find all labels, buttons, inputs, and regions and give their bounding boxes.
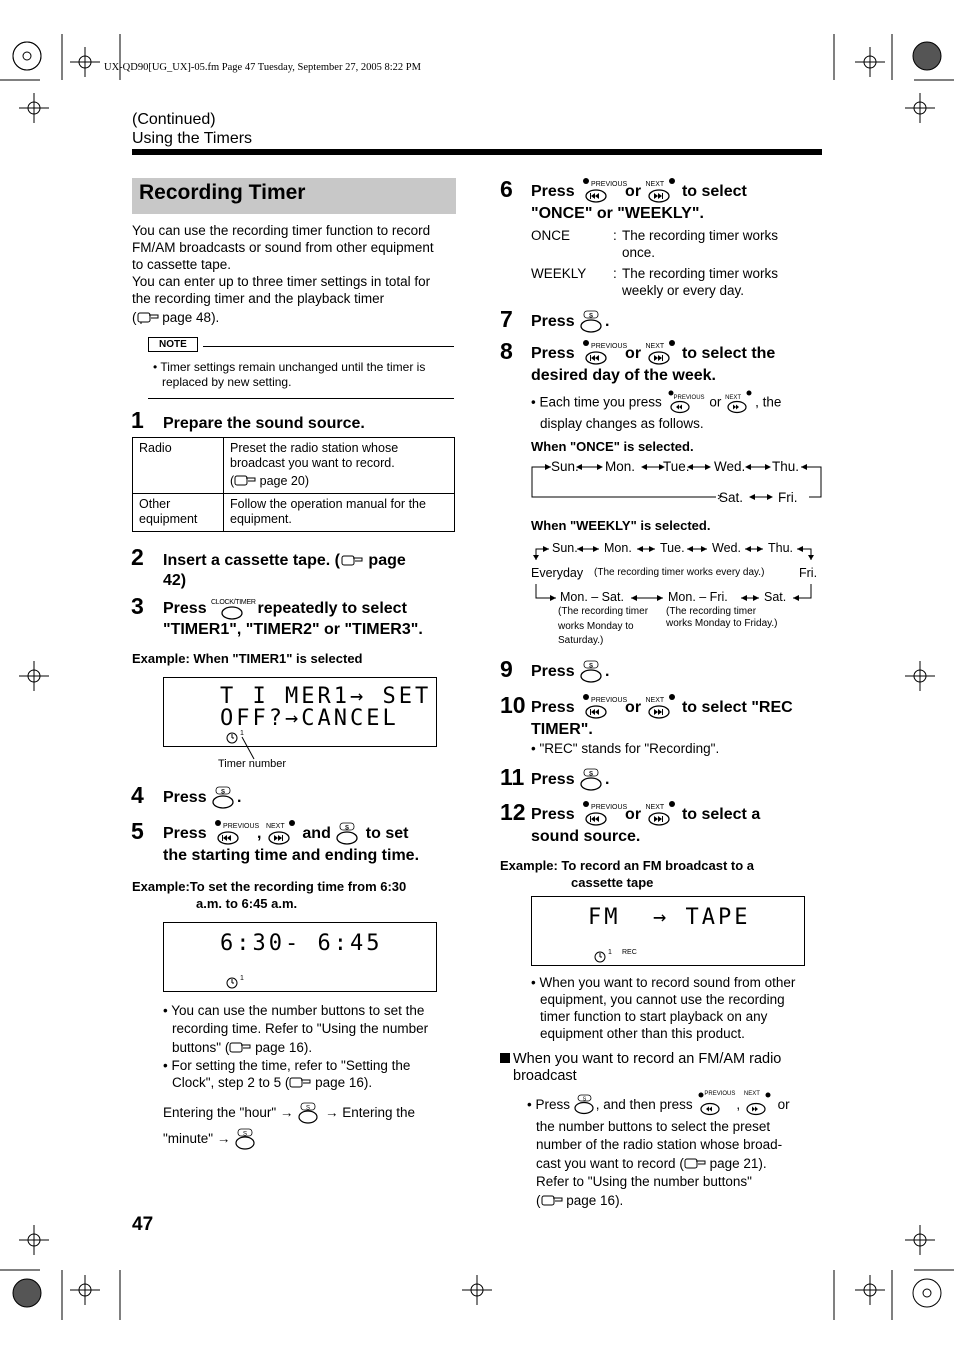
next-label: NEXT <box>725 395 742 401</box>
step-number: 5 <box>131 818 144 844</box>
cell-line: Follow the operation manual for the <box>230 497 426 511</box>
definition-item <box>531 266 831 299</box>
fmam-text: cast you want to record ( <box>536 1156 684 1171</box>
comma: , <box>257 825 262 843</box>
step-title-text: "TIMER1", "TIMER2" or "TIMER3". <box>163 621 423 638</box>
lcd-display-timer1 <box>163 677 437 747</box>
previous-label: PREVIOUS <box>591 697 628 704</box>
sunburst-mark-tl <box>13 42 41 70</box>
step-title-text: sound source. <box>531 828 641 845</box>
bullet-line <box>163 1074 463 1092</box>
header-rule <box>132 149 822 155</box>
cell-line: equipment. <box>230 512 292 526</box>
timer-number: 1 <box>240 975 244 982</box>
table-cell <box>224 438 455 494</box>
lcd-caption: Timer number <box>218 758 287 770</box>
step-number: 6 <box>500 176 513 202</box>
clock-timer-button[interactable] <box>211 598 256 620</box>
step-number: 3 <box>131 593 144 619</box>
reference-hand-icon <box>137 310 159 324</box>
set-button[interactable] <box>574 1094 596 1116</box>
note-label: NOTE <box>148 337 198 352</box>
set-button[interactable] <box>234 1128 258 1150</box>
example-line: Example:To set the recording time from 6:30 <box>132 879 407 894</box>
example-label <box>500 857 754 891</box>
timer-clock-icon <box>594 951 606 963</box>
desc-line: weekly or every day. <box>622 282 745 298</box>
fmam-line: number of the radio station whose broad- <box>536 1136 783 1152</box>
note-top-rule <box>203 346 454 347</box>
running-header <box>132 110 252 148</box>
step-title-text: "ONCE" or "WEEKLY". <box>531 205 704 222</box>
entering-text: → Entering the <box>324 1105 415 1120</box>
fmam-heading-line <box>500 1051 781 1068</box>
step-number: 9 <box>500 656 513 682</box>
fmam-ref: page 16). <box>566 1193 624 1208</box>
bullet-text: buttons" ( <box>172 1040 230 1055</box>
bullet-line: equipment, you cannot use the recording <box>540 992 785 1007</box>
fmam-text: • Press <box>527 1097 570 1112</box>
set-button-icon <box>579 768 605 792</box>
desc-line: The recording timer works <box>622 228 779 243</box>
once-flow-diagram <box>531 458 823 506</box>
example-line: cassette tape <box>571 875 654 890</box>
bullet-line: recording time. Refer to "Using the number <box>172 1020 429 1036</box>
fmam-line <box>527 1155 827 1173</box>
step-press: Press <box>531 806 575 824</box>
step-title <box>163 598 463 640</box>
weekly-flow-label: When "WEEKLY" is selected. <box>531 518 711 533</box>
definition-desc <box>622 228 778 261</box>
lcd-line-1: T I MER1→ SET <box>220 684 432 709</box>
heading-text: When you want to record an FM/AM radio <box>513 1051 782 1067</box>
step-number: 1 <box>131 407 144 433</box>
example-label: Example: When "TIMER1" is selected <box>132 651 363 666</box>
day-label: Sat. <box>764 590 787 604</box>
intro-line: You can use the recording timer function to record <box>132 223 431 238</box>
previous-button[interactable] <box>579 803 628 827</box>
step-end: . <box>605 313 610 331</box>
example-line: Example: To record an FM broadcast to a <box>500 858 755 873</box>
next-button[interactable] <box>646 342 678 366</box>
step-title <box>531 342 831 386</box>
step-title-text: to select "REC <box>681 699 793 717</box>
fmam-bullet <box>527 1092 827 1210</box>
definition-list <box>531 228 831 299</box>
set-button[interactable] <box>579 310 605 334</box>
day-label: Tue. <box>660 541 685 555</box>
timer-clock-icon <box>226 977 238 989</box>
intro-line: You can enter up to three timer settings in total for <box>132 274 431 289</box>
bullet-ref: page 16). <box>255 1040 313 1055</box>
day-label: Fri. <box>799 566 818 580</box>
everyday-label: Everyday <box>531 566 584 580</box>
next-button[interactable] <box>646 803 678 827</box>
previous-button[interactable] <box>696 1091 736 1116</box>
day-label: Sun. <box>551 459 579 474</box>
definition-term: WEEKLY <box>531 266 587 281</box>
table-row <box>133 494 455 532</box>
step8-bullet <box>531 392 831 434</box>
fmam-line <box>527 1192 827 1210</box>
sunburst-mark-tr <box>913 42 941 70</box>
cell-line: equipment <box>139 512 198 526</box>
bullet-line: equipment other than this product. <box>540 1026 745 1041</box>
svg-text:S: S <box>306 1105 311 1112</box>
previous-button[interactable] <box>579 696 628 720</box>
sunburst-mark-br <box>913 1279 941 1307</box>
day-label: Sun. <box>552 541 578 555</box>
table-row <box>133 438 455 494</box>
step-end: . <box>605 663 610 681</box>
once-flow-label: When "ONCE" is selected. <box>531 439 694 454</box>
next-label: NEXT <box>645 804 665 811</box>
note-bottom-rule <box>148 398 454 399</box>
step-title-text: to select the <box>681 345 776 363</box>
previous-label: PREVIOUS <box>704 1091 736 1098</box>
timer-number: 1 <box>240 730 244 737</box>
previous-button[interactable] <box>579 180 628 204</box>
step-press: Press <box>531 183 575 201</box>
lcd-line: 6:30- 6:45 <box>220 931 383 956</box>
cell-line: broadcast you want to record. <box>230 456 395 470</box>
bullet-text: display changes as follows. <box>540 416 704 431</box>
reference-hand-icon <box>229 1040 251 1054</box>
step-title <box>531 696 831 740</box>
svg-text:S: S <box>589 771 594 778</box>
file-info: UX-QD90[UG_UX]-05.fm Page 47 Tuesday, September 27, 2005 8:22 PM <box>104 62 421 73</box>
next-label: NEXT <box>645 181 665 188</box>
day-label: Sat. <box>719 490 744 505</box>
entering-sequence <box>163 1100 463 1152</box>
step-title <box>531 660 610 684</box>
step-title-text: repeatedly to select <box>257 600 407 618</box>
day-label: Thu. <box>772 459 800 474</box>
entering-line <box>163 1126 463 1152</box>
set-button-icon <box>574 1094 596 1116</box>
step5-notes <box>163 1002 463 1092</box>
next-button[interactable] <box>646 696 678 720</box>
lcd-display-fm-tape <box>531 896 805 966</box>
table-cell <box>133 494 224 532</box>
section-label: Using the Timers <box>132 130 253 147</box>
set-button[interactable] <box>335 822 361 846</box>
bullet-text: , the <box>755 394 782 410</box>
definition-desc <box>622 266 778 299</box>
fmam-line <box>527 1092 827 1118</box>
svg-text:S: S <box>589 313 594 320</box>
timer-clock-icon <box>226 732 238 744</box>
bullet-line: timer function to start playback on any <box>540 1009 768 1024</box>
intro-line: the recording timer and the playback timer <box>132 291 385 306</box>
intro-line: ( page 48). <box>132 310 220 325</box>
cell-line: Other <box>139 497 171 511</box>
table-cell <box>224 494 455 532</box>
set-button-icon <box>297 1102 321 1124</box>
day-label: Wed. <box>712 541 741 555</box>
or: or <box>625 699 642 717</box>
day-label: Tue. <box>663 459 690 474</box>
set-button-icon <box>579 660 605 684</box>
step-press: Press <box>531 663 575 681</box>
reference-hand-icon <box>234 473 256 487</box>
step-press: Press <box>531 313 575 331</box>
square-bullet-icon <box>500 1053 510 1063</box>
svg-text:S: S <box>589 663 594 670</box>
section-title: Recording Timer <box>132 178 456 214</box>
step-number: 4 <box>131 782 144 808</box>
svg-text:S: S <box>345 825 350 832</box>
next-label: NEXT <box>265 823 285 830</box>
step-title <box>531 180 831 224</box>
previous-label: PREVIOUS <box>591 181 628 188</box>
sunburst-mark-bl <box>13 1279 41 1307</box>
step-title-text: 42) <box>163 572 187 589</box>
or: or <box>625 806 642 824</box>
step-title <box>531 803 831 847</box>
fmam-line: the number buttons to select the preset <box>536 1119 771 1134</box>
next-button[interactable] <box>743 1091 774 1116</box>
step-title-text: the starting time and ending time. <box>163 847 420 864</box>
step-title <box>163 786 242 810</box>
intro-ref: page 48). <box>162 310 220 325</box>
set-button[interactable] <box>579 768 605 792</box>
note-line: works Monday to <box>558 620 634 632</box>
bullet-line <box>163 1039 463 1057</box>
sound-source-table <box>132 437 455 532</box>
reference-hand-icon <box>289 1075 311 1089</box>
step-press: Press <box>163 825 207 843</box>
step-press: Press <box>163 600 207 618</box>
fmam-text: , and then press <box>595 1097 693 1112</box>
next-label: NEXT <box>645 343 665 350</box>
step-title <box>531 768 610 792</box>
step-title-text: to select <box>681 183 747 201</box>
step-press: Press <box>163 789 207 807</box>
lcd-line-2: OFF?→CANCEL <box>220 706 399 731</box>
step-title-text: page <box>368 552 406 569</box>
step-number: 2 <box>131 544 144 570</box>
intro-text <box>132 222 462 326</box>
previous-label: PREVIOUS <box>591 343 628 350</box>
reference-hand-icon <box>684 1156 706 1170</box>
set-button-icon <box>211 786 237 810</box>
note-text <box>153 360 453 390</box>
clock-timer-label: CLOCK/TIMER <box>211 599 256 606</box>
step-number: 12 <box>500 799 526 825</box>
cell-line: Preset the radio station whose <box>230 441 399 455</box>
step-press: Press <box>531 699 575 717</box>
step-press: Press <box>531 771 575 789</box>
reference-hand-icon <box>340 553 364 567</box>
intro-line: to cassette tape. <box>132 257 232 272</box>
fmam-text: ( <box>536 1193 541 1208</box>
step12-bullet <box>531 974 831 1042</box>
step-number: 7 <box>500 306 513 332</box>
note-line: (The recording timer <box>558 606 649 617</box>
next-button[interactable] <box>725 392 755 414</box>
set-button-icon <box>579 310 605 334</box>
day-label: Mon. <box>604 541 632 555</box>
set-button[interactable] <box>579 660 605 684</box>
step-title-text: desired day of the week. <box>531 367 716 384</box>
definition-colon: : <box>613 266 617 281</box>
reference-hand-icon <box>541 1193 563 1207</box>
table-cell: Radio <box>133 438 224 494</box>
next-button[interactable] <box>646 180 678 204</box>
step-title <box>163 822 463 866</box>
day-label: Mon. <box>605 459 636 474</box>
monfri-note <box>666 606 778 630</box>
next-label: NEXT <box>645 697 665 704</box>
previous-button[interactable] <box>211 822 260 846</box>
fmam-text: or <box>777 1097 790 1112</box>
set-button[interactable] <box>211 786 237 810</box>
previous-label: PREVIOUS <box>223 823 260 830</box>
next-label: NEXT <box>743 1091 760 1098</box>
rec-indicator: REC <box>622 949 637 956</box>
or: or <box>625 345 642 363</box>
entering-line <box>163 1100 463 1126</box>
cell-line: ( page 20) <box>230 474 310 488</box>
step-title-text: Insert a cassette tape. ( <box>163 552 340 569</box>
lcd-line: FM → TAPE <box>588 905 751 930</box>
note-line: works Monday to Friday.) <box>666 618 778 629</box>
step-number: 11 <box>500 764 525 790</box>
monsat-note <box>558 605 648 649</box>
set-button-icon <box>335 822 361 846</box>
definition-item <box>531 228 831 261</box>
svg-text:S: S <box>221 789 226 796</box>
everyday-note: (The recording timer works every day.) <box>594 567 765 578</box>
note-line: Saturday.) <box>558 635 604 646</box>
set-button[interactable] <box>297 1102 321 1124</box>
step-title: Prepare the sound source. <box>163 415 365 432</box>
bullet-line: • When you want to record sound from other <box>531 975 796 990</box>
step-title-text: to set <box>365 825 409 843</box>
svg-text:S: S <box>243 1131 248 1138</box>
desc-line: once. <box>622 244 656 260</box>
entering-text: "minute" → <box>163 1131 231 1146</box>
example-line: a.m. to 6:45 a.m. <box>196 896 298 911</box>
day-label: Fri. <box>778 490 798 505</box>
timer-number: 1 <box>608 949 612 956</box>
step-number: 8 <box>500 338 513 364</box>
step-end: . <box>237 789 242 807</box>
bullet-line: • For setting the time, refer to "Setting the <box>163 1057 411 1073</box>
note-line: replaced by new setting. <box>162 375 292 389</box>
intro-line: FM/AM broadcasts or sound from other equipment <box>132 240 434 255</box>
step-title <box>531 310 610 334</box>
bullet-line: • You can use the number buttons to set the <box>163 1003 425 1018</box>
step-press: Press <box>531 345 575 363</box>
day-label: Mon. – Sat. <box>560 590 624 604</box>
bullet-text: Clock", step 2 to 5 ( <box>172 1075 290 1090</box>
bullet-text: • Each time you press <box>531 394 662 410</box>
day-label: Wed. <box>714 459 746 474</box>
svg-text:S: S <box>582 1096 587 1103</box>
note-line: • Timer settings remain unchanged until the timer is <box>153 360 426 374</box>
next-button[interactable] <box>266 822 298 846</box>
fmam-ref: page 21). <box>709 1156 767 1171</box>
step-number: 10 <box>500 692 526 718</box>
previous-label: PREVIOUS <box>673 395 705 401</box>
fmam-line: Refer to "Using the number buttons" <box>536 1173 752 1189</box>
step-title-text: to select a <box>681 806 761 824</box>
definition-colon: : <box>613 228 617 243</box>
or: or <box>709 394 722 410</box>
fmam-heading-line: broadcast <box>513 1068 577 1084</box>
entering-text: Entering the "hour" → <box>163 1105 294 1120</box>
bullet-ref: page 16). <box>315 1075 373 1090</box>
set-button-icon <box>234 1128 258 1150</box>
lcd-display-time <box>163 922 437 992</box>
fmam-heading <box>500 1051 781 1085</box>
step-title-text: TIMER". <box>531 721 593 738</box>
definition-term: ONCE <box>531 228 571 243</box>
step-end: . <box>605 771 610 789</box>
desc-line: The recording timer works <box>622 266 779 281</box>
step10-bullet: • "REC" stands for "Recording". <box>531 741 720 756</box>
step-title <box>163 551 463 591</box>
and: and <box>302 825 331 843</box>
cell-ref: page 20) <box>259 474 310 488</box>
weekly-flow-diagram <box>531 538 823 650</box>
previous-label: PREVIOUS <box>591 804 628 811</box>
fmam-text: , <box>736 1097 741 1112</box>
note-line: (The recording timer <box>666 606 757 617</box>
continued-label: (Continued) <box>132 111 216 128</box>
day-label: Mon. – Fri. <box>668 590 728 604</box>
day-label: Thu. <box>768 541 794 555</box>
or: or <box>625 183 642 201</box>
page-number: 47 <box>132 1214 154 1235</box>
previous-button[interactable] <box>666 392 706 414</box>
example-label <box>132 878 406 912</box>
previous-button[interactable] <box>579 342 628 366</box>
